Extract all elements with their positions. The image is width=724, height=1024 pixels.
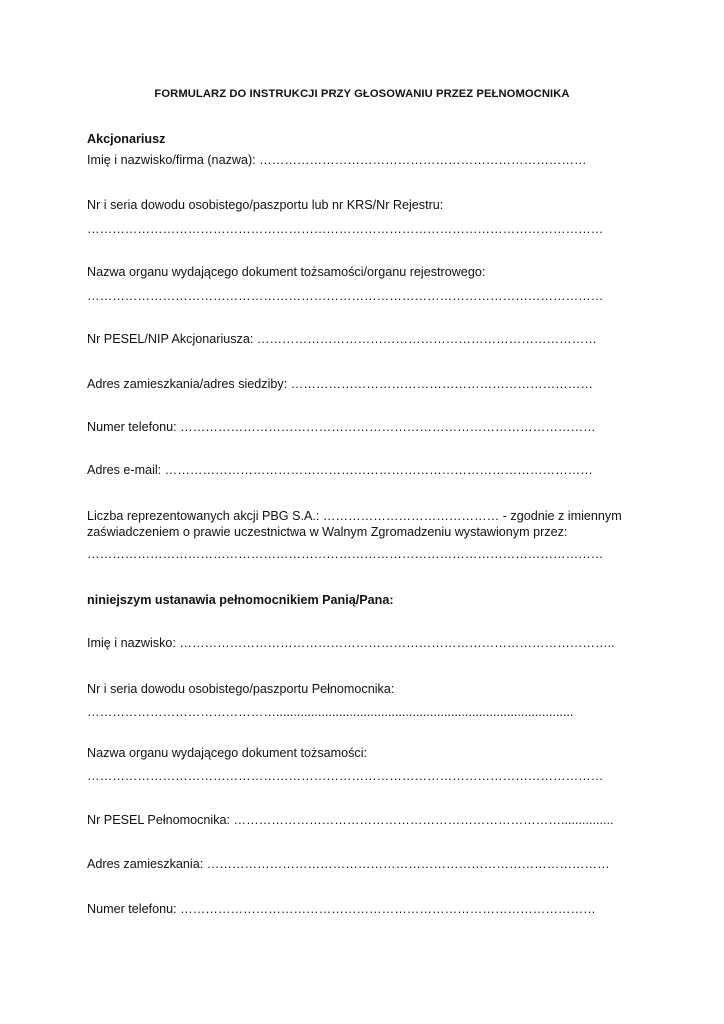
shareholder-pesel-field: Nr PESEL/NIP Akcjonariusza: ……………………………………………………………………… — [87, 332, 597, 346]
shareholder-shares-field: Liczba reprezentowanych akcji PBG S.A.: …………………………………… - zgodnie z imiennym — [87, 509, 622, 523]
shareholder-name-field: Imię i nazwisko/firma (nazwa): …………………………………………………………………… — [87, 153, 587, 167]
shareholder-organ-field: …………………………………………………………………………………………………………… — [87, 289, 604, 303]
proxy-organ-field: …………………………………………………………………………………………………………… — [87, 769, 604, 783]
shareholder-phone-field: Numer telefonu: ……………………………………………………………………………………… — [87, 420, 596, 434]
shareholder-heading: Akcjonariusz — [87, 132, 166, 146]
shareholder-id-field: …………………………………………………………………………………………………………… — [87, 222, 604, 236]
proxy-id-field: ………………………………………..................................................................................... — [87, 705, 574, 719]
proxy-organ-label: Nazwa organu wydającego dokument tożsamości: — [87, 746, 368, 760]
shareholder-id-label: Nr i seria dowodu osobistego/paszportu lub nr KRS/Nr Rejestru: — [87, 198, 444, 212]
shareholder-organ-label: Nazwa organu wydającego dokument tożsamości/organu rejestrowego: — [87, 265, 486, 279]
proxy-id-label: Nr i seria dowodu osobistego/paszportu Pełnomocnika: — [87, 682, 395, 696]
shareholder-email-field: Adres e-mail: ………………………………………………………………………………………… — [87, 463, 593, 477]
form-title: FORMULARZ DO INSTRUKCJI PRZY GŁOSOWANIU PRZEZ PEŁNOMOCNIKA — [154, 88, 570, 100]
shareholder-issuer-field: …………………………………………………………………………………………………………… — [87, 547, 604, 561]
shareholder-address-field: Adres zamieszkania/adres siedziby: ……………………………………………………………… — [87, 377, 593, 391]
proxy-heading: niniejszym ustanawia pełnomocnikiem Panią/Pana: — [87, 593, 394, 607]
proxy-pesel-field: Nr PESEL Pełnomocnika: ……………………………………………………………………............... — [87, 813, 614, 827]
proxy-name-field: Imię i nazwisko: ………………………………………………………………………………………….. — [87, 636, 615, 650]
proxy-phone-field: Numer telefonu: ……………………………………………………………………………………… — [87, 902, 596, 916]
shareholder-shares-certificate-label: zaświadczeniem o prawie uczestnictwa w Walnym Zgromadzeniu wystawionym przez: — [87, 525, 568, 539]
proxy-address-field: Adres zamieszkania: …………………………………………………………………………………… — [87, 857, 610, 871]
